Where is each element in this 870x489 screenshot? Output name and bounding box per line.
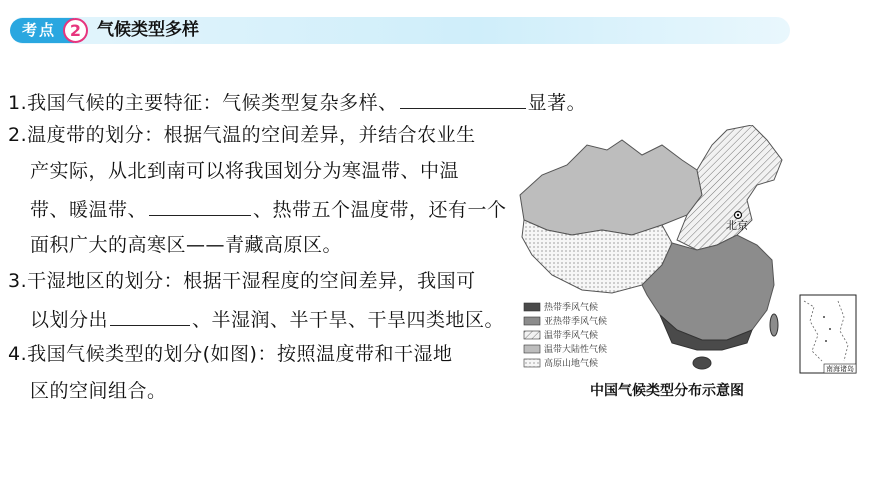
legend-temperate-continental: 温带大陆性气候	[544, 345, 608, 355]
legend-subtropical: 亚热带季风气候	[544, 317, 608, 327]
line-8: 4.我国气候类型的划分(如图)：按照温度带和干湿地	[8, 343, 453, 365]
line-7-post: 、半湿润、半干旱、干旱四类地区。	[192, 309, 505, 331]
map-legend	[524, 301, 607, 369]
line-1	[8, 86, 586, 118]
line-1-pre: 1.我国气候的主要特征：气候类型复杂多样、	[8, 92, 398, 114]
line-4-pre: 带、暖温带、	[30, 199, 148, 221]
line-9: 区的空间组合。	[30, 380, 167, 402]
legend-highland: 高原山地气候	[544, 359, 599, 369]
answer-blank-3[interactable]	[110, 303, 190, 326]
line-7	[30, 303, 504, 335]
south-china-sea-inset	[800, 295, 856, 373]
china-climate-map	[512, 125, 862, 405]
beijing-label: 北京	[726, 219, 748, 232]
line-3: 产实际，从北到南可以将我国划分为寒温带、中温	[30, 160, 460, 182]
hainan-island	[693, 357, 711, 369]
line-2: 2.温度带的划分：根据气温的空间差异，并结合农业生	[8, 124, 476, 146]
line-4-post: 、热带五个温度带，还有一个	[253, 199, 507, 221]
map-caption: 中国气候类型分布示意图	[590, 383, 744, 399]
line-6: 3.干湿地区的划分：根据干湿程度的空间差异，我国可	[8, 270, 476, 292]
legend-temperate-monsoon: 温带季风气候	[544, 331, 599, 341]
answer-blank-1[interactable]	[400, 86, 526, 109]
answer-blank-2[interactable]	[149, 193, 251, 216]
region-temperate-continental	[520, 140, 702, 235]
line-4	[30, 193, 507, 225]
taiwan-island	[770, 314, 778, 336]
inset-label: 南海诸岛	[826, 365, 854, 373]
legend-tropical: 热带季风气候	[544, 303, 599, 313]
line-7-pre: 以划分出	[30, 309, 109, 331]
line-1-post: 显著。	[527, 92, 587, 114]
line-5: 面积广大的高寒区——青藏高原区。	[30, 234, 343, 256]
topic-number: 2	[63, 18, 88, 43]
topic-title: 气候类型多样	[97, 20, 199, 40]
topic-badge: 考点	[10, 18, 74, 43]
